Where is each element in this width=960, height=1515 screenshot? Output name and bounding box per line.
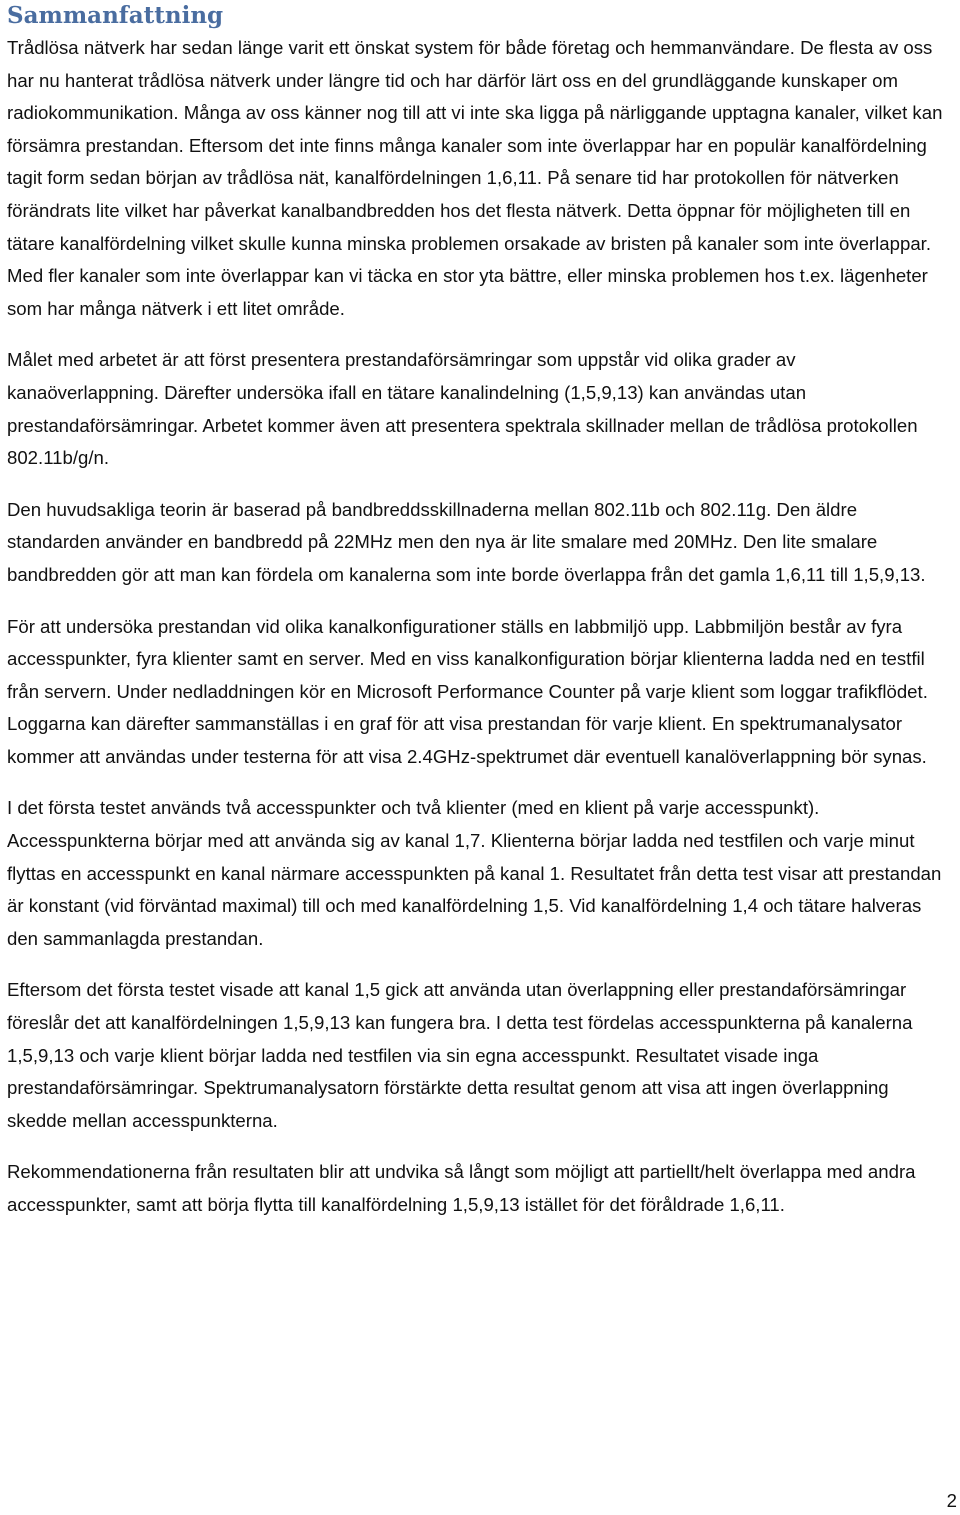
paragraph-goal: Målet med arbetet är att först presentera prestandaförsämringar som uppstår vid olika grader av kanaöverlappning. Därefter undersöka ifall en tätare kanalindelning (1,5,9,13) kan användas utan prestandaförsämringar. Arbetet kommer även att presentera spektrala skillnader mellan de trådlösa protokollen 802.11b/g/n. (7, 349, 918, 469)
section-heading: Sammanfattning (7, 2, 224, 29)
paragraph-theory: Den huvudsakliga teorin är baserad på bandbreddsskillnaderna mellan 802.11b och 802.11g. Den äldre standarden använder en bandbredd på 22MHz men den nya är lite smalare med 20MHz. Den lite smalare bandbredden gör att man kan fördela om kanalerna som inte borde överlappa från det gamla 1,6,11 till 1,5,9,13. (7, 498, 926, 585)
summary-body (7, 32, 950, 1222)
paragraph-first-test: I det första testet används två accesspunkter och två klienter (med en klient på varje accesspunkt). Accesspunkterna börjar med att använda sig av kanal 1,7. Klienterna börjar ladda ned testfilen och varje minut flyttas en accesspunkt en kanal närmare accesspunkten på kanal 1. Resultatet från detta test visar att prestandan är konstant (vid förväntad maximal) till och med kanalfördelning 1,5. Vid kanalfördelning 1,4 och tätare halveras den sammanlagda prestandan. (7, 797, 942, 949)
paragraph-recommendation: Rekommendationerna från resultaten blir att undvika så långt som möjligt att partiellt/helt överlappa med andra accesspunkter, samt att börja flytta till kanalfördelning 1,5,9,13 istället för det föråldrade 1,6,11. (7, 1161, 916, 1215)
paragraph-second-test: Eftersom det första testet visade att kanal 1,5 gick att använda utan överlappning eller prestandaförsämringar föreslår det att kanalfördelningen 1,5,9,13 kan fungera bra. I detta test fördelas accesspunkterna på kanalerna 1,5,9,13 och varje klient börjar ladda ned testfilen via sin egna accesspunkt. Resultatet visade inga prestandaförsämringar. Spektrumanalysatorn förstärkte detta resultat genom att visa att ingen överlappning skedde mellan accesspunkterna. (7, 979, 913, 1131)
page-number: 2 (946, 1490, 957, 1511)
paragraph-intro: Trådlösa nätverk har sedan länge varit ett önskat system för både företag och hemmanvändare. De flesta av oss har nu hanterat trådlösa nätverk under längre tid och har därför lärt oss en del grundläggande kunskaper om radiokommunikation. Många av oss känner nog till att vi inte ska ligga på närliggande upptagna kanaler, vilket kan försämra prestandan. Eftersom det inte finns många kanaler som inte överlappar har en populär kanalfördelning tagit form sedan början av trådlösa nät, kanalfördelningen 1,6,11. På senare tid har protokollen för nätverken förändrats lite vilket har påverkat kanalbandbredden hos det flesta nätverk. Detta öppnar för möjligheten till en tätare kanalfördelning vilket skulle kunna minska problemen orsakade av bristen på kanaler som inte överlappar. Med fler kanaler som inte överlappar kan vi täcka en stor yta bättre, eller minska problemen hos t.ex. lägenheter som har många nätverk i ett litet område. (7, 37, 943, 319)
paragraph-method: För att undersöka prestandan vid olika kanalkonfigurationer ställs en labbmiljö upp. Labbmiljön består av fyra accesspunkter, fyra klienter samt en server. Med en viss kanalkonfiguration börjar klienterna ladda ned en testfil från servern. Under nedladdningen kör en Microsoft Performance Counter på varje klient som loggar trafikflödet. Loggarna kan därefter sammanställas i en graf för att visa prestandan för varje klient. En spektrumanalysator kommer att användas under testerna för att visa 2.4GHz-spektrumet där eventuell kanalöverlappning bör synas. (7, 615, 928, 767)
